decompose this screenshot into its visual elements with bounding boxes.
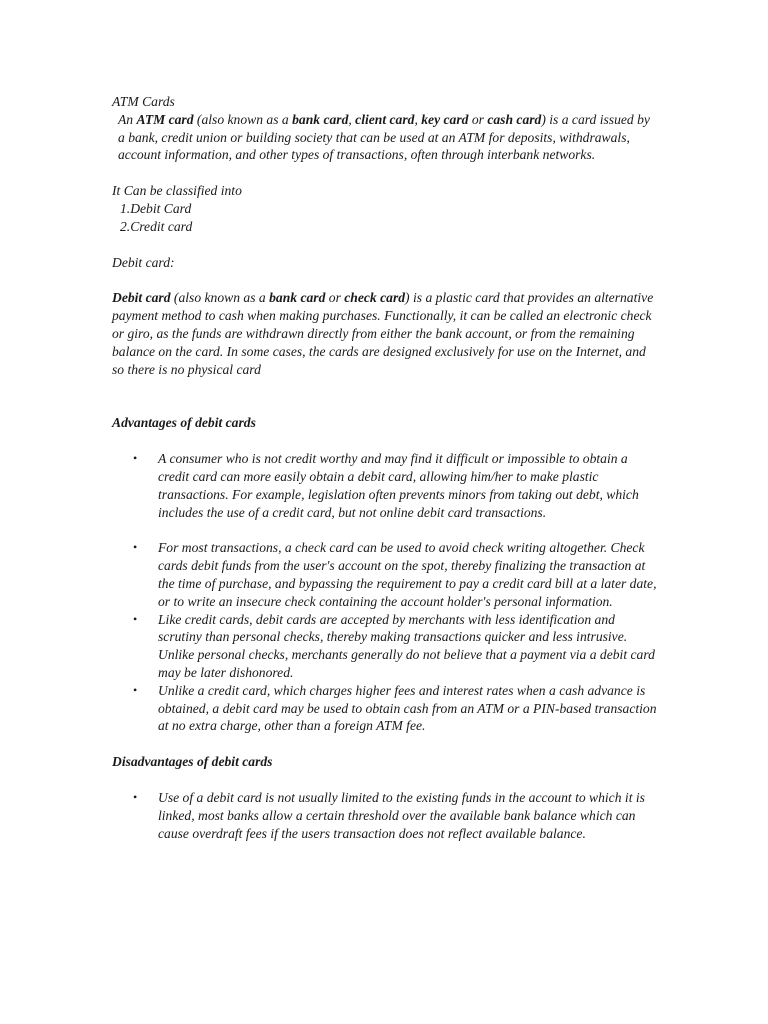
debit-definition-paragraph: Debit card (also known as a bank card or check card) is a plastic card that provides an alternative payment method to cash when making purchases. Functionally, it can be called an electronic check or giro, as the funds are withdrawn directly from either the bank account, or from the remaining balance on the card. In some cases, the cards are designed exclusively for use on the Internet, and so there is no physical card <box>112 290 654 377</box>
list-item: • Unlike a credit card, which charges higher fees and interest rates when a cash advance is obtained, a debit card may be used to obtain cash from an ATM or a PIN-based transaction at no extra charge, other than a foreign ATM fee. <box>133 682 657 734</box>
term-atm-card: ATM card <box>136 111 194 127</box>
disadvantages-list <box>112 789 657 842</box>
bullet-icon: • <box>133 682 138 697</box>
advantages-list <box>112 450 657 735</box>
list-item: • Like credit cards, debit cards are accepted by merchants with less identification and scrutiny than personal checks, thereby making transactions quicker and less intrusive. Unlike personal checks, merchants generally do not believe that a payment via a debit card may be later dishonored. <box>133 611 655 680</box>
term-check-card: check card <box>344 290 406 306</box>
atm-definition-paragraph: An ATM card (also known as a bank card, client card, key card or cash card) is a card issued by a bank, credit union or building society that can be used at an ATM for deposits, withdrawals, account information, and other types of transactions, often through interbank networks. <box>118 111 650 163</box>
term-bank-card: bank card <box>269 290 326 306</box>
list-item: • Use of a debit card is not usually limited to the existing funds in the account to which it is linked, most banks allow a certain threshold over the available bank balance which can cause overdraft fees if the users transaction does not reflect available balance. <box>133 789 645 841</box>
classification-item: 2.Credit card <box>120 218 193 234</box>
term-client-card: client card <box>355 111 415 127</box>
classification-intro: It Can be classified into <box>112 183 242 199</box>
list-item: • For most transactions, a check card can be used to avoid check writing altogether. Check cards debit funds from the user's account on the spot, thereby finalizing the transaction at the time of purchase, and bypassing the requirement to pay a credit card bill at a later date, or to write an insecure check containing the account holder's personal information. <box>133 540 657 609</box>
atm-title: ATM Cards <box>112 94 175 109</box>
term-cash-card: cash card <box>487 111 542 127</box>
document-page <box>112 93 657 842</box>
classification-item: 1.Debit Card <box>120 200 192 216</box>
debit-card-heading: Debit card: <box>112 254 175 270</box>
bullet-icon: • <box>133 789 138 804</box>
term-bank-card: bank card <box>292 111 349 127</box>
bullet-icon: • <box>133 451 138 466</box>
disadvantages-heading: Disadvantages of debit cards <box>112 754 273 770</box>
bullet-icon: • <box>133 540 138 555</box>
bullet-icon: • <box>133 611 138 626</box>
term-key-card: key card <box>421 111 469 127</box>
term-debit-card: Debit card <box>112 290 171 306</box>
advantages-heading: Advantages of debit cards <box>112 415 256 431</box>
list-item: • A consumer who is not credit worthy and may find it difficult or impossible to obtain a credit card can more easily obtain a debit card, allowing him/her to make plastic transactions. For example, legislation often prevents minors from taking out debt, which includes the use of a credit card, but not online debit card transactions. <box>133 451 639 520</box>
